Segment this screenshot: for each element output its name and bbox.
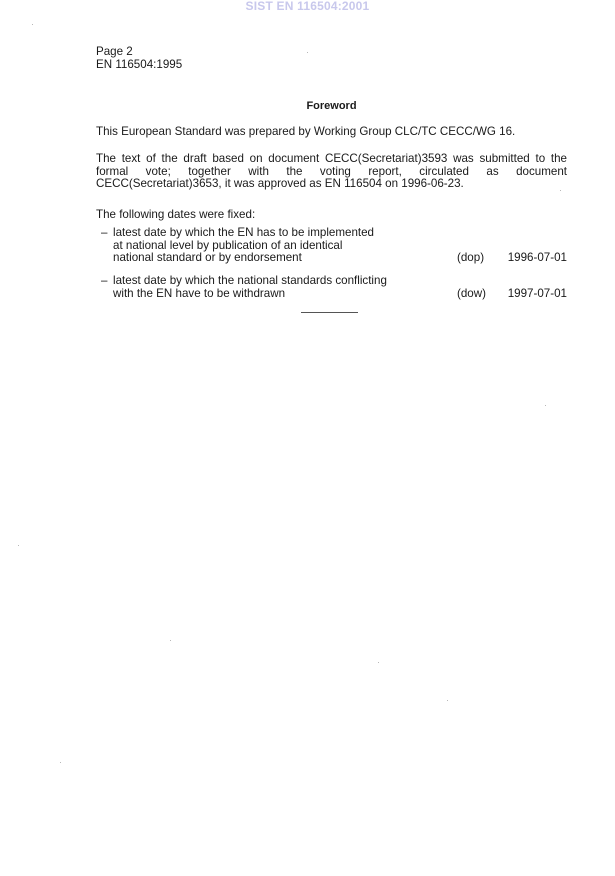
- paragraph-prepared-by: This European Standard was prepared by Working Group CLC/TC CECC/WG 16.: [96, 125, 516, 138]
- list-dash: –: [101, 274, 108, 287]
- description-line: with the EN have to be withdrawn: [113, 286, 286, 300]
- scan-speck: [18, 545, 19, 546]
- page-header: [96, 46, 182, 72]
- description-line: national standard or by endorsement: [113, 251, 302, 265]
- scan-speck: [170, 640, 171, 641]
- date-item-description: [113, 227, 453, 265]
- scan-speck: [545, 405, 546, 406]
- scan-speck: [32, 24, 33, 25]
- scan-speck: [560, 190, 561, 191]
- end-rule-divider: [301, 312, 358, 313]
- paragraph-draft-approval: [96, 153, 567, 191]
- description-line: latest date by which the EN has to be implemented: [113, 226, 375, 239]
- page-number: Page 2: [96, 45, 133, 58]
- description-line: latest date by which the national standards conflicting: [113, 274, 387, 287]
- date-value: 1996-07-01: [507, 251, 567, 265]
- section-title: Foreword: [306, 100, 357, 112]
- paragraph-line: The text of the draft based on document CECC(Secretariat)3593 was submitted to the: [96, 152, 567, 165]
- date-item-description: [113, 275, 453, 300]
- paragraph-dates-intro: The following dates were fixed:: [96, 208, 256, 221]
- scan-speck: [447, 700, 448, 701]
- watermark: SIST EN 116504:2001: [245, 0, 370, 13]
- document-id: EN 116504:1995: [96, 58, 183, 71]
- paragraph-line: formal vote; together with the voting report, circulated as document: [96, 164, 567, 178]
- date-value: 1997-07-01: [507, 286, 567, 300]
- description-line: at national level by publication of an identical: [113, 238, 343, 252]
- scan-speck: [60, 762, 61, 763]
- list-dash: –: [101, 226, 108, 239]
- scan-speck: [378, 662, 379, 663]
- scan-speck: [307, 52, 308, 53]
- date-code: (dop): [457, 251, 485, 265]
- paragraph-line: CECC(Secretariat)3653, it was approved as EN 116504 on 1996-06-23.: [96, 177, 464, 191]
- date-code: (dow): [457, 286, 486, 300]
